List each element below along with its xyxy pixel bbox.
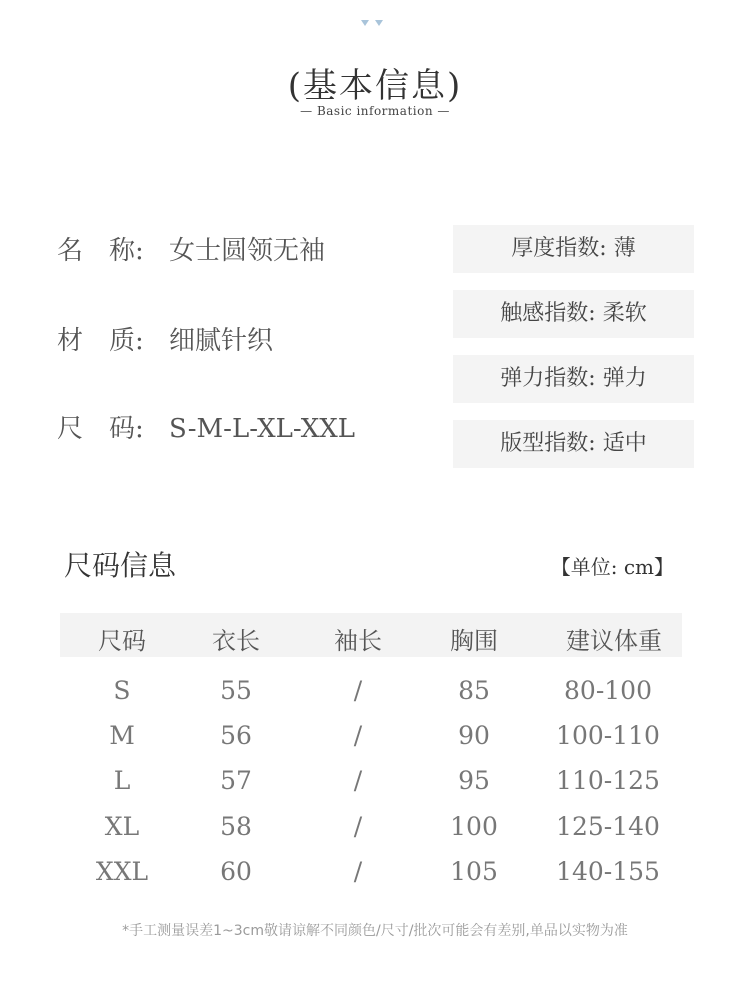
index-touch — [453, 290, 694, 338]
table-cell: 140-155 — [556, 857, 660, 886]
index-elasticity — [453, 355, 694, 403]
header-cell: 袖长 — [334, 627, 382, 655]
table-cell: S — [113, 676, 131, 705]
table-cell: 90 — [458, 721, 490, 750]
header-cell: 尺码 — [98, 627, 146, 655]
table-cell: 100 — [450, 812, 498, 841]
index-fit — [453, 420, 694, 468]
table-cell: / — [353, 676, 363, 705]
table-cell: / — [353, 721, 363, 750]
size-section-title: 尺码信息 — [64, 549, 177, 582]
table-row — [60, 676, 682, 716]
index-value: 弹力 — [602, 366, 647, 391]
table-cell: 56 — [220, 721, 252, 750]
index-thickness — [453, 225, 694, 273]
index-value: 柔软 — [602, 301, 647, 326]
index-value: 薄 — [613, 236, 636, 261]
table-cell: 60 — [220, 857, 252, 886]
table-cell: 125-140 — [556, 812, 660, 841]
chevron-down-icon — [359, 18, 389, 28]
index-label: 触感指数: — [500, 301, 596, 326]
size-table-header — [60, 613, 682, 657]
index-label: 版型指数: — [500, 431, 596, 456]
table-cell: / — [353, 857, 363, 886]
index-label: 弹力指数: — [500, 366, 596, 391]
index-label: 厚度指数: — [511, 236, 607, 261]
header-cell: 胸围 — [450, 627, 498, 655]
info-value: S-M-L-XL-XXL — [169, 414, 355, 444]
info-key: 材 质: — [57, 326, 144, 356]
page-subtitle: — Basic information — — [300, 104, 450, 118]
table-cell: 57 — [220, 766, 252, 795]
table-cell: 55 — [220, 676, 252, 705]
table-row — [60, 721, 682, 761]
table-row — [60, 812, 682, 852]
info-key: 名 称: — [57, 236, 144, 266]
table-cell: 105 — [450, 857, 498, 886]
table-cell: / — [353, 766, 363, 795]
info-row-size — [57, 408, 355, 445]
table-cell: 95 — [458, 766, 490, 795]
page-title: (基本信息) — [287, 66, 463, 106]
table-cell: M — [109, 721, 135, 750]
header-cell: 衣长 — [212, 627, 260, 655]
unit-label: 【单位: cm】 — [550, 555, 674, 579]
table-cell: L — [113, 766, 131, 795]
info-value: 细腻针织 — [169, 326, 274, 356]
table-row — [60, 766, 682, 806]
table-cell: XXL — [95, 857, 149, 886]
info-row-name — [57, 230, 325, 267]
table-cell: 85 — [458, 676, 490, 705]
index-value: 适中 — [602, 431, 647, 456]
table-cell: 58 — [220, 812, 252, 841]
table-row — [60, 857, 682, 897]
table-cell: 100-110 — [556, 721, 660, 750]
info-value: 女士圆领无袖 — [169, 236, 326, 266]
info-row-material — [57, 320, 273, 357]
footnote: *手工测量误差1~3cm敬请谅解不同颜色/尺寸/批次可能会有差别,单品以实物为准 — [122, 923, 628, 939]
table-cell: XL — [104, 812, 140, 841]
header-cell: 建议体重 — [566, 627, 662, 655]
table-cell: 80-100 — [564, 676, 652, 705]
info-key: 尺 码: — [57, 414, 144, 444]
table-cell: / — [353, 812, 363, 841]
table-cell: 110-125 — [556, 766, 660, 795]
